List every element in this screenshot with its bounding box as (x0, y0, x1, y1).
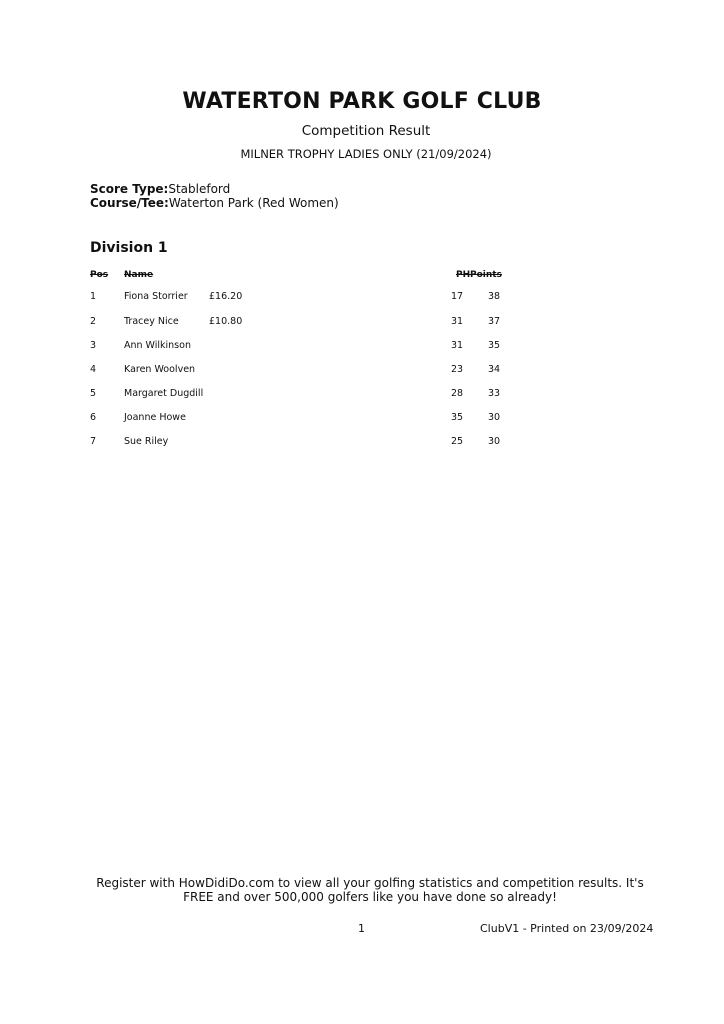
course-tee-line (90, 196, 339, 210)
division-title: Division 1 (90, 240, 168, 256)
player-name-cell: Sue Riley (124, 436, 169, 447)
playing-handicap-cell: 25 (451, 436, 464, 447)
table-row (0, 436, 724, 452)
register-notice: Register with HowDidiDo.com to view all your golfing statistics and competition results. It's FREE and over 500,000 golfers like you have done so already! (96, 876, 644, 904)
position-cell: 5 (90, 388, 97, 399)
column-header-ph: PH (456, 270, 471, 280)
player-name-cell: Margaret Dugdill (124, 388, 204, 399)
points-cell: 30 (488, 412, 501, 423)
document-subtitle: Competition Result (301, 123, 431, 139)
table-row (0, 291, 724, 307)
course-tee-value: Waterton Park (Red Women) (168, 196, 339, 210)
competition-name: MILNER TROPHY LADIES ONLY (21/09/2024) (240, 147, 492, 161)
playing-handicap-cell: 28 (451, 388, 464, 399)
table-row (0, 316, 724, 332)
table-row (0, 412, 724, 428)
player-name-cell: Fiona Storrier (124, 291, 188, 302)
position-cell: 6 (90, 412, 97, 423)
club-title: WATERTON PARK GOLF CLUB (182, 89, 542, 114)
playing-handicap-cell: 35 (451, 412, 464, 423)
position-cell: 1 (90, 291, 97, 302)
player-name-cell: Ann Wilkinson (124, 340, 191, 351)
printed-on: ClubV1 - Printed on 23/09/2024 (480, 922, 654, 935)
table-row (0, 364, 724, 380)
playing-handicap-cell: 23 (451, 364, 464, 375)
prize-cell: £16.20 (209, 291, 243, 302)
position-cell: 4 (90, 364, 97, 375)
column-header-pos: Pos (90, 270, 109, 280)
position-cell: 7 (90, 436, 97, 447)
player-name-cell: Karen Woolven (124, 364, 196, 375)
playing-handicap-cell: 17 (451, 291, 464, 302)
column-header-points: Points (470, 270, 502, 280)
playing-handicap-cell: 31 (451, 316, 464, 327)
table-row (0, 388, 724, 404)
page-number: 1 (358, 922, 365, 935)
score-type-label: Score Type: (90, 182, 169, 196)
position-cell: 3 (90, 340, 97, 351)
score-type-line (90, 182, 230, 196)
column-header-name: Name (124, 270, 154, 280)
points-cell: 35 (488, 340, 501, 351)
playing-handicap-cell: 31 (451, 340, 464, 351)
player-name-cell: Joanne Howe (124, 412, 186, 423)
prize-cell: £10.80 (209, 316, 243, 327)
points-cell: 30 (488, 436, 501, 447)
points-cell: 37 (488, 316, 501, 327)
points-cell: 33 (488, 388, 501, 399)
course-tee-label: Course/Tee: (90, 196, 169, 210)
points-cell: 38 (488, 291, 501, 302)
player-name-cell: Tracey Nice (124, 316, 179, 327)
points-cell: 34 (488, 364, 501, 375)
score-type-value: Stableford (168, 182, 231, 196)
table-row (0, 340, 724, 356)
position-cell: 2 (90, 316, 97, 327)
